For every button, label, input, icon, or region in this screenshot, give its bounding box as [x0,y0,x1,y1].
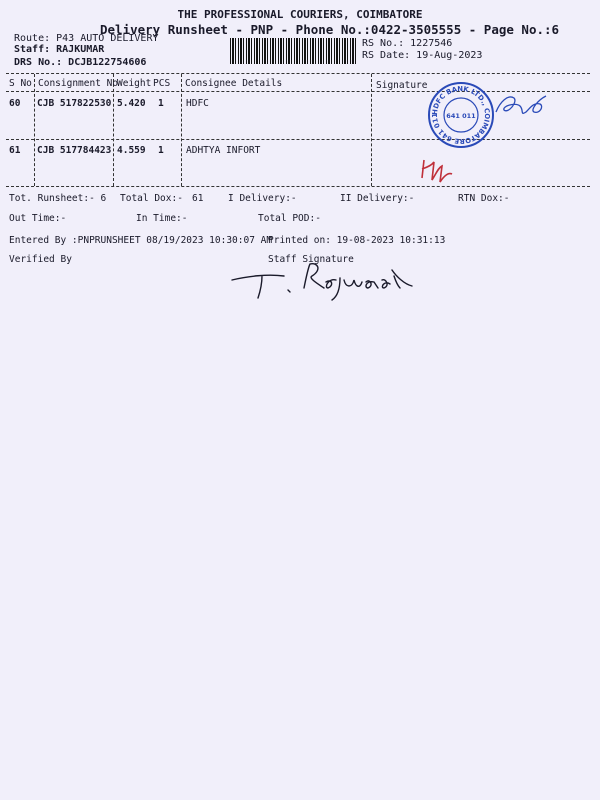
rs-date: RS Date: 19-Aug-2023 [362,50,483,61]
barcode [230,38,358,64]
staff-signature-label: Staff Signature [268,254,354,265]
col-header-weight: Weight [117,78,152,89]
drs-number: DRS No.: DCJB122754606 [14,57,147,68]
svg-text:HDFC BANK LTD., COIMBATORE 641: HDFC BANK LTD., COIMBATORE 641 011 [430,84,492,146]
col-header-consignment: Consignment No [38,78,119,89]
col-header-consignee: Consignee Details [185,78,283,89]
verified-by: Verified By [9,254,72,265]
row-consignment: CJB 517784423 [37,145,112,156]
staff-signature-icon [228,258,448,304]
col-header-signature: Signature [376,80,428,91]
row-consignee: HDFC [186,98,209,109]
row-divider [6,139,590,140]
total-pod: Total POD:- [258,213,321,224]
runsheet-title: Delivery Runsheet - PNP - Phone No.:0422-3505555 - Page No.:6 [100,22,560,37]
ii-delivery: II Delivery:- [340,193,415,204]
row-weight: 5.420 [117,98,146,109]
total-dox-value: 61 [192,193,204,204]
row-pcs: 1 [158,145,164,156]
printed-on: Printed on: 19-08-2023 10:31:13 [268,235,446,246]
row-consignment: CJB 517822530 [37,98,112,109]
receiver-signature-icon [490,88,550,124]
row-sno: 60 [9,98,21,109]
out-time: Out Time:- [9,213,67,224]
col-divider [34,74,35,186]
row-weight: 4.559 [117,145,146,156]
row-consignee: ADHTYA INFORT [186,145,261,156]
route-label: Route: P43 AUTO DELIVERY [14,33,159,44]
col-divider [181,74,182,186]
row-pcs: 1 [158,98,164,109]
receiver-signature-icon [418,152,454,186]
col-header-pcs: PCS [153,78,171,89]
col-header-sno: S No [9,78,32,89]
staff-label: Staff: RAJKUMAR [14,44,105,55]
in-time: In Time:- [136,213,188,224]
total-dox-label: Total Dox:- [120,193,183,204]
col-divider [371,74,372,186]
company-name: THE PROFESSIONAL COURIERS, COIMBATORE [177,8,423,21]
rtn-dox: RTN Dox:- [458,193,510,204]
col-divider [113,74,114,186]
svg-text:641 011: 641 011 [446,112,476,120]
i-delivery: I Delivery:- [228,193,297,204]
total-runsheet: Tot. Runsheet:- 6 [9,193,107,204]
entered-by: Entered By :PNPRUNSHEET 08/19/2023 10:30:07 AM [9,235,273,246]
rs-number: RS No.: 1227546 [362,38,453,49]
table-bottom-rule [6,186,590,187]
bank-stamp-icon [426,80,496,150]
table-top-rule [6,73,590,74]
row-sno: 61 [9,145,21,156]
